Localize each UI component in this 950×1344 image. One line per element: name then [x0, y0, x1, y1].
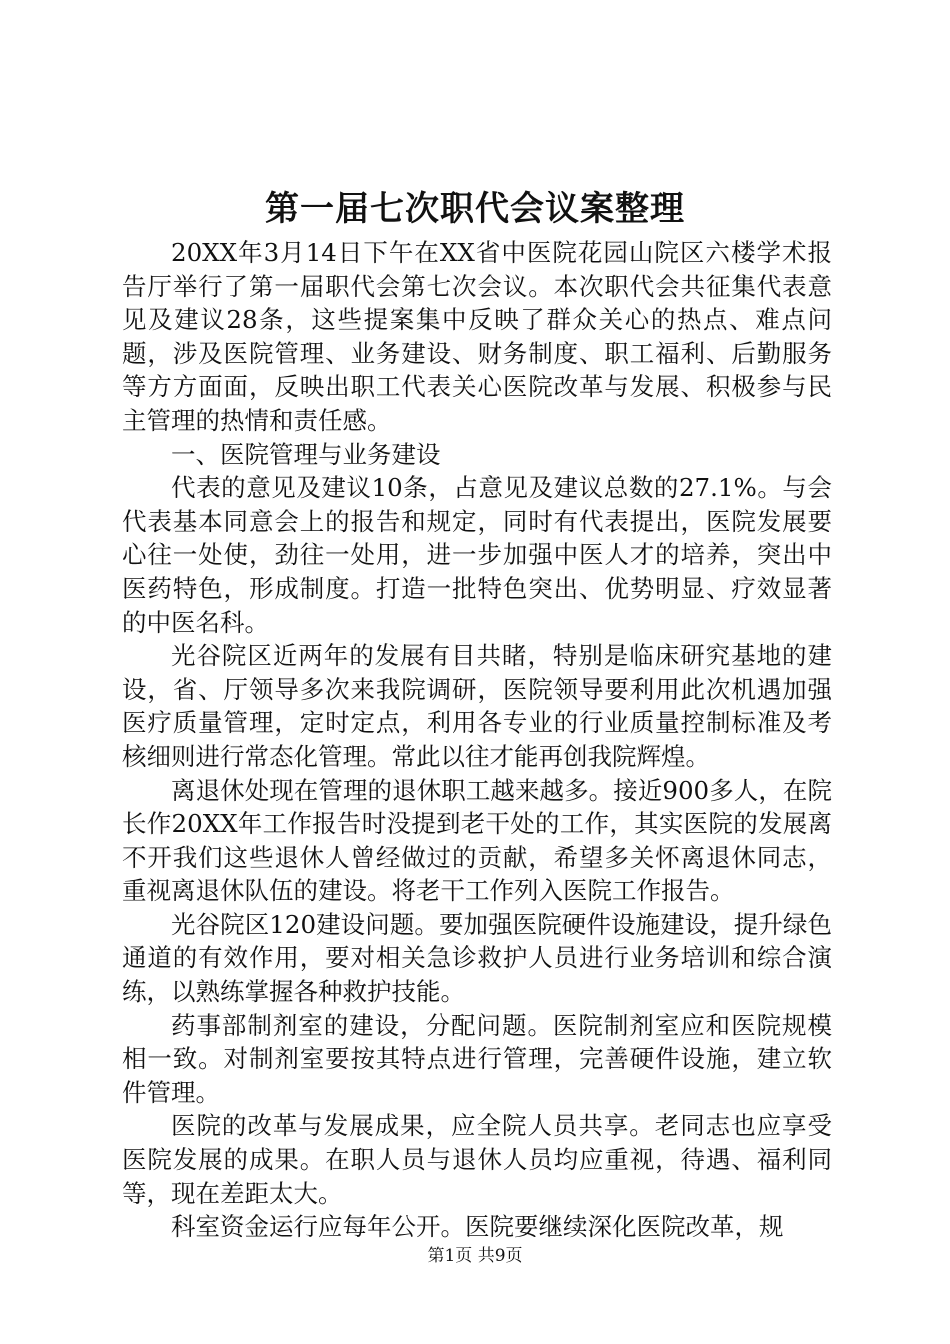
paragraph: 光谷院区120建设问题。要加强医院硬件设施建设，提升绿色通道的有效作用，要对相关急诊救护人员进行业务培训和综合演练，以熟练掌握各种救护技能。	[122, 909, 832, 1007]
paragraph-intro: 20XX年3月14日下午在XX省中医院花园山院区六楼学术报告厅举行了第一届职代会第七次会议。本次职代会共征集代表意见及建议28条，这些提案集中反映了群众关心的热点、难点问题，涉及医院管理、业务建设、财务制度、职工福利、后勤服务等方方面面，反映出职工代表关心医院改革与发展、积极参与民主管理的热情和责任感。	[122, 238, 832, 435]
section-heading: 一、医院管理与业务建设	[171, 439, 441, 469]
document-body	[122, 236, 832, 1244]
document-title: 第一届七次职代会议案整理	[265, 189, 685, 229]
page-footer: 第1页 共9页	[427, 1246, 523, 1266]
paragraph: 光谷院区近两年的发展有目共睹，特别是临床研究基地的建设，省、厅领导多次来我院调研，医院领导要利用此次机遇加强医疗质量管理，定时定点，利用各专业的行业质量控制标准及考核细则进行常态化管理。常此以往才能再创我院辉煌。	[122, 641, 832, 771]
paragraph: 代表的意见及建议10条，占意见及建议总数的27.1%。与会代表基本同意会上的报告和规定，同时有代表提出，医院发展要心往一处使，劲往一处用，进一步加强中医人才的培养，突出中医药特色，形成制度。打造一批特色突出、优势明显、疗效显著的中医名科。	[122, 473, 832, 637]
paragraph: 药事部制剂室的建设，分配问题。医院制剂室应和医院规模相一致。对制剂室要按其特点进行管理，完善硬件设施，建立软件管理。	[122, 1010, 832, 1107]
paragraph: 医院的改革与发展成果，应全院人员共享。老同志也应享受医院发展的成果。在职人员与退休人员均应重视，待遇、福利同等，现在差距太大。	[122, 1111, 832, 1208]
paragraph: 科室资金运行应每年公开。医院要继续深化医院改革，规	[171, 1212, 784, 1242]
paragraph: 离退休处现在管理的退休职工越来越多。接近900多人，在院长作20XX年工作报告时没提到老干处的工作，其实医院的发展离不开我们这些退休人曾经做过的贡献，希望多关怀离退休同志，重视离退休队伍的建设。将老干工作列入医院工作报告。	[122, 775, 832, 906]
